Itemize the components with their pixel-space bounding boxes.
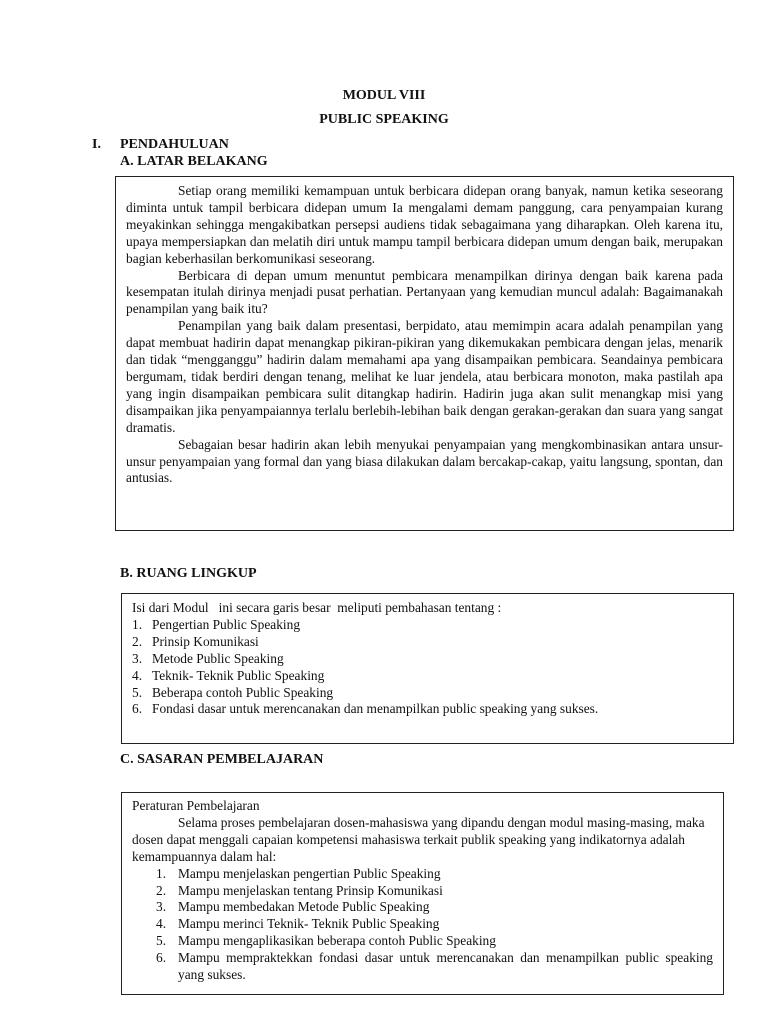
paragraph: Sebagaian besar hadirin akan lebih menyukai penyampaian yang mengkombinasikan antara unsur-unsur penyampaian yang formal dan yang biasa dilakukan dalam bercakap-cakap, yaitu langsung, spontan, dan antusias. [126, 436, 723, 486]
paragraph: Penampilan yang baik dalam presentasi, berpidato, atau memimpin acara adalah penampilan yang dapat membuat hadirin dapat menangkap pikiran-pikiran yang dikemukakan pembicara dengan jelas, menarik dan tidak “mengganggu” hadirin dalam memahami apa yang disampaikan pembicara. Seandainya pembicara bergumam, tidak berdiri dengan tenang, melihat ke luar jendela, atau berbicara monoton, maka pastilah apa yang ingin disampaikan pembicara sulit ditangkap hadirin. Hadirin juga akan sulit menangkap misi yang disampaikan jika penyampaiannya terlalu berlebih-lebihan baik dengan gerakan-gerakan dan suara yang sangat dramatis. [126, 318, 723, 435]
list-item: 1. Mampu menjelaskan pengertian Public Speaking [156, 865, 441, 881]
list-item: 6. Mampu mempraktekkan fondasi dasar untuk merencanakan dan menampilkan public speaking yang sukses. [156, 950, 713, 983]
list-item: 3. Mampu membedakan Metode Public Speaking [156, 899, 430, 915]
list-item: 1. Pengertian Public Speaking [132, 616, 301, 632]
list-item: 4. Teknik- Teknik Public Speaking [132, 667, 325, 683]
section-i-numeral: I. [92, 137, 101, 152]
module-title: MODUL VIII [342, 88, 426, 103]
box-title: Peraturan Pembelajaran [132, 798, 260, 813]
list-item: 4. Mampu merinci Teknik- Teknik Public Speaking [156, 916, 440, 932]
module-subtitle: PUBLIC SPEAKING [319, 112, 449, 127]
list-item: 2. Mampu menjelaskan tentang Prinsip Komunikasi [156, 882, 443, 898]
sasaran-list [132, 866, 713, 984]
sasaran-intro: Selama proses pembelajaran dosen-mahasiswa yang dipandu dengan modul masing-masing, maka dosen dapat menggali capaian kompetensi mahasiswa terkait publik speaking yang indikatornya adalah kemampuannya dalam hal: [132, 814, 705, 864]
list-item: 5. Beberapa contoh Public Speaking [132, 684, 334, 700]
latar-belakang-box [115, 176, 734, 531]
sasaran-pembelajaran-box [121, 792, 724, 995]
paragraph: Berbicara di depan umum menuntut pembicara menampilkan dirinya dengan baik karena pada kesempatan itulah dirinya menjadi pusat perhatian. Pertanyaan yang kemudian muncul adalah: Bagaimanakah penampilan yang baik itu? [126, 267, 723, 317]
section-a-heading: A. LATAR BELAKANG [120, 154, 268, 169]
ruang-lingkup-box [121, 593, 734, 744]
list-item: 2. Prinsip Komunikasi [132, 633, 259, 649]
list-item: 6. Fondasi dasar untuk merencanakan dan menampilkan public speaking yang sukses. [132, 701, 599, 717]
section-i-heading: PENDAHULUAN [120, 137, 229, 152]
section-c-heading: C. SASARAN PEMBELAJARAN [120, 752, 324, 767]
list-item: 5. Mampu mengaplikasikan beberapa contoh Public Speaking [156, 933, 496, 949]
ruang-lingkup-intro: Isi dari Modul ini secara garis besar meliputi pembahasan tentang : [132, 600, 502, 615]
section-b-heading: B. RUANG LINGKUP [120, 566, 257, 581]
paragraph: Setiap orang memiliki kemampuan untuk berbicara didepan orang banyak, namun ketika seseorang diminta untuk tampil berbicara didepan umum Ia mengalami demam panggung, cara penyampaian kurang meyakinkan sehingga mengakibatkan persepsi audiens tidak sebagaimana yang diharapkan. Oleh karena itu, upaya mempersiapkan dan melatih diri untuk mampu tampil berbicara didepan umum dengan baik, merupakan bagian keberhasilan berkomunikasi seseorang. [126, 183, 723, 266]
ruang-lingkup-list [132, 617, 723, 718]
list-item: 3. Metode Public Speaking [132, 650, 284, 666]
